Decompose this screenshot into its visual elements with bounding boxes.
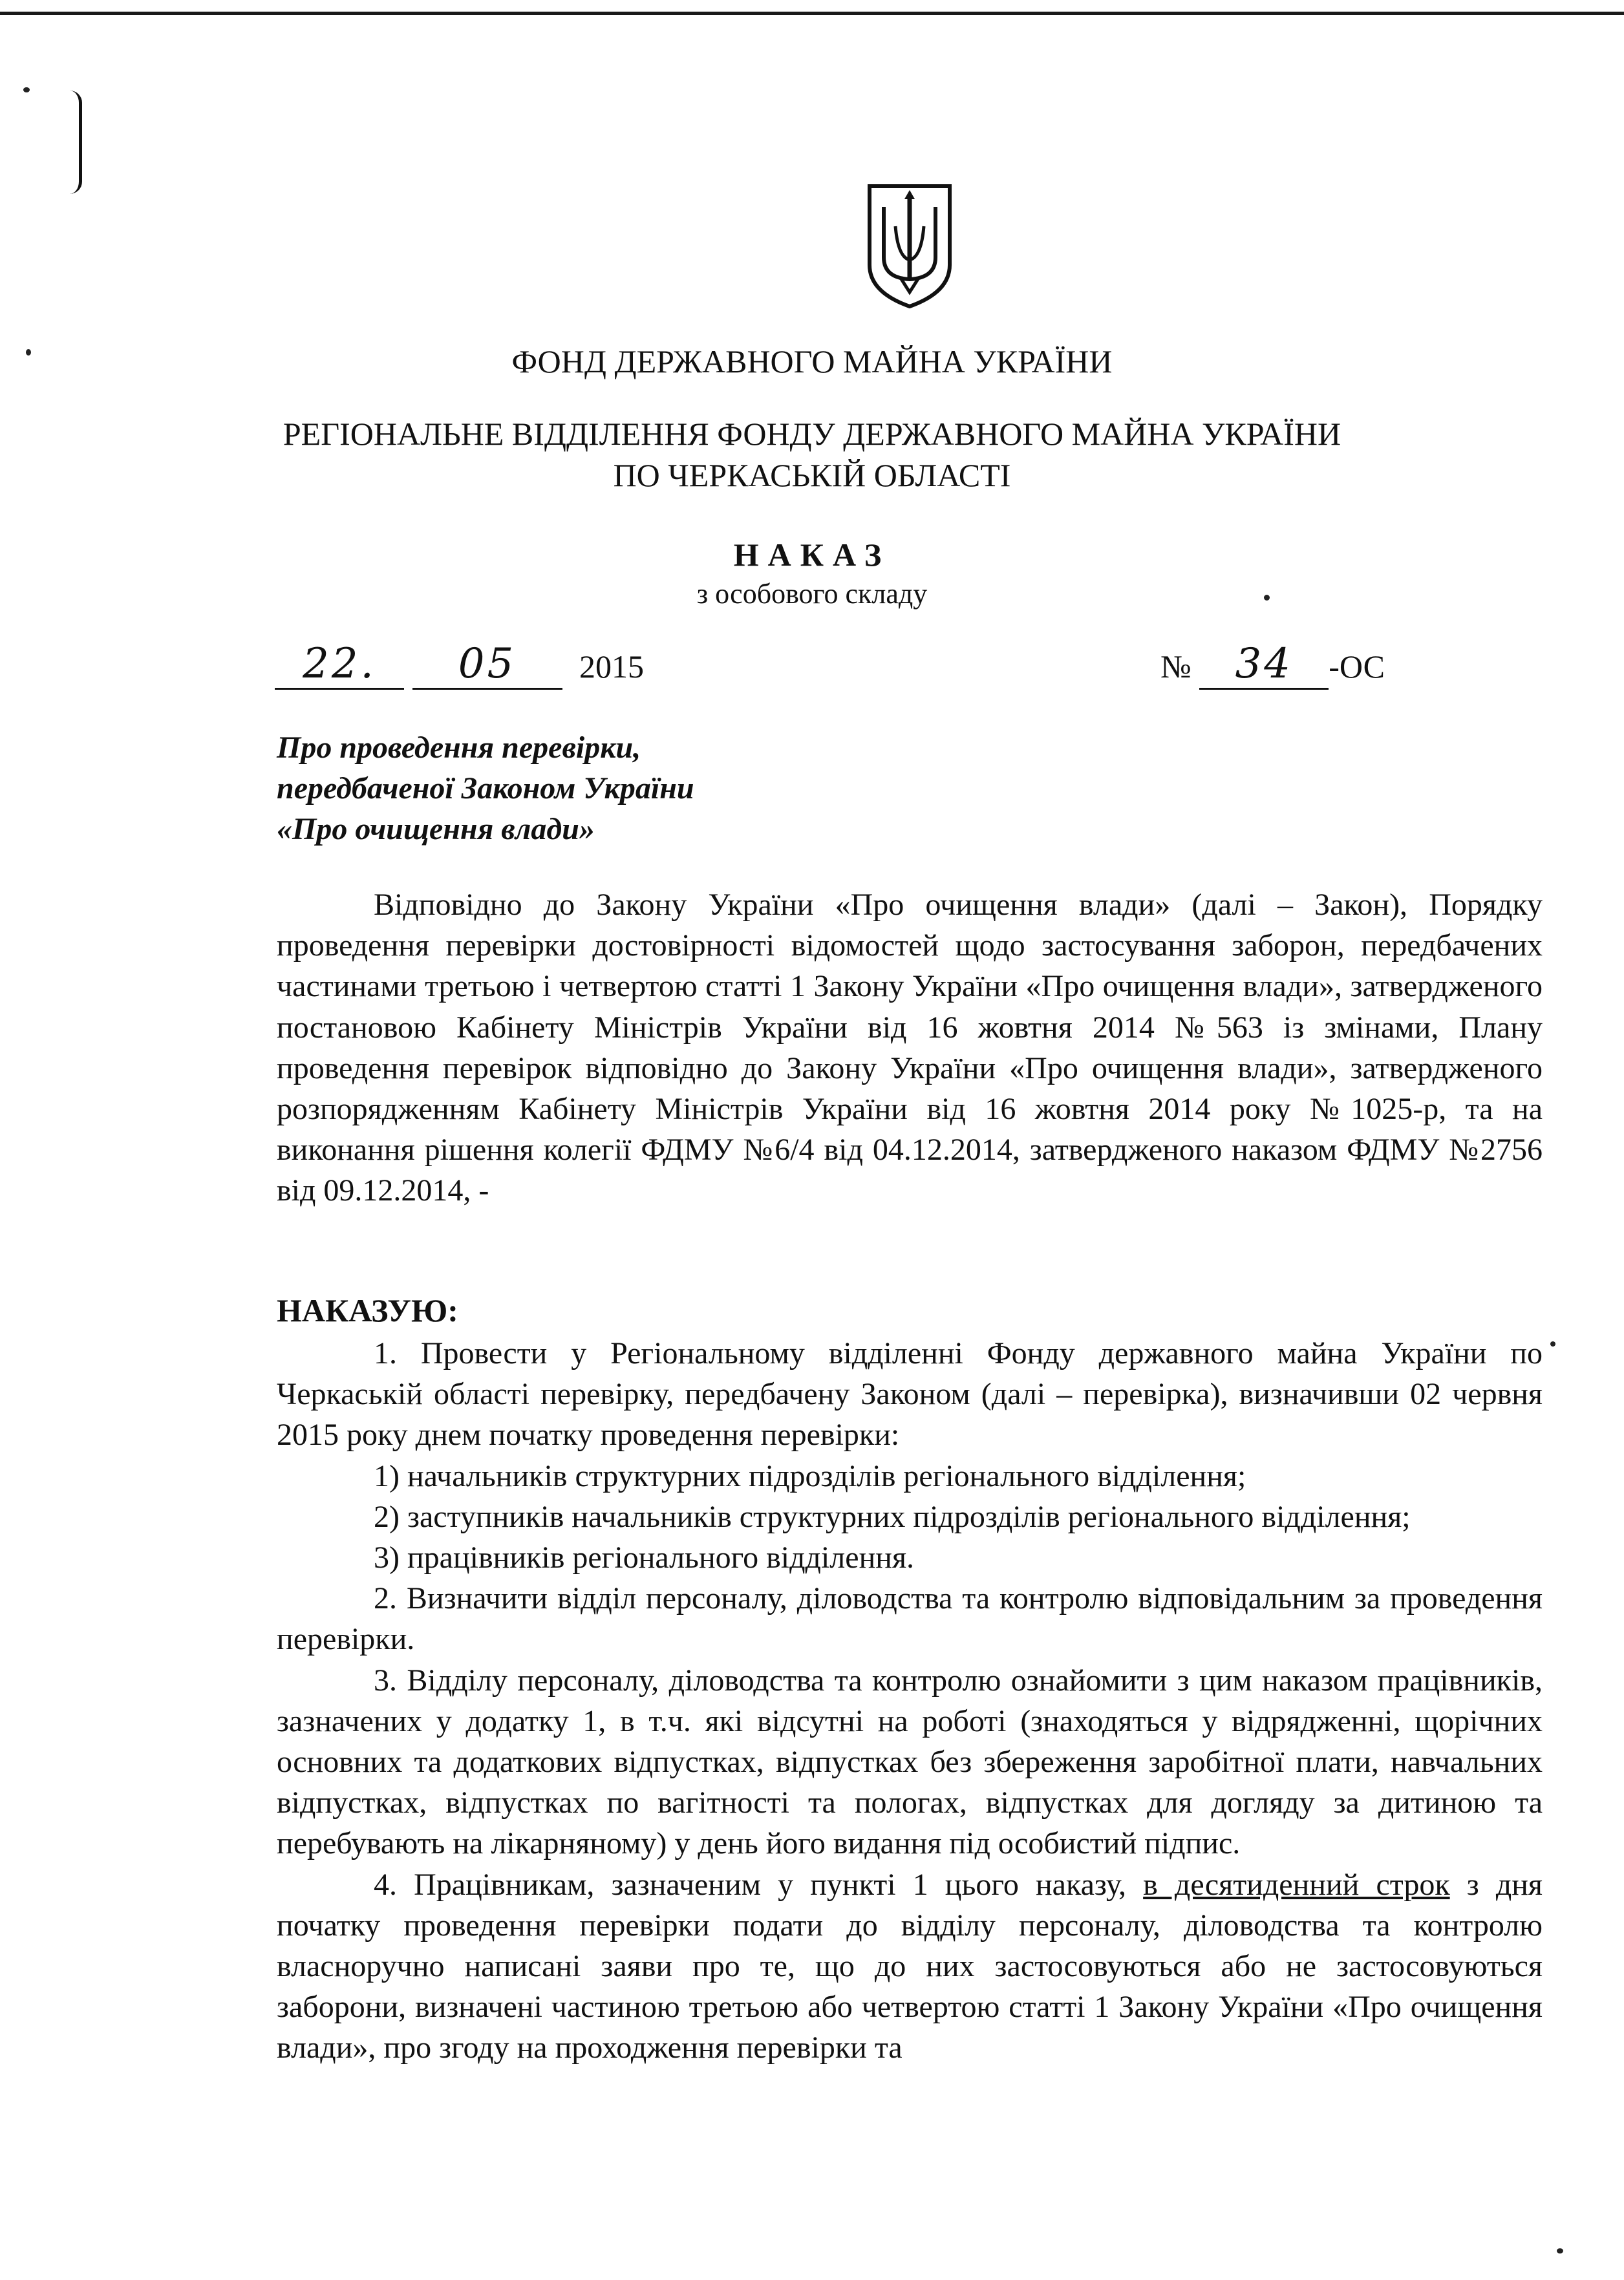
date-year: 2015 <box>579 648 644 685</box>
order-word: НАКАЗУЮ: <box>277 1292 458 1328</box>
item-4-rest: з дня початку проведення перевірки подати до відділу персоналу, діловодства та контролю власноручно написані заяви про те, що до них застосовуються або не застосовуються заборони, визначені частиною третьою або четвертою статті 1 Закону України «Про очищення влади», про згоду на проходження перевірки та <box>277 1867 1543 2065</box>
number-value: 34 <box>1199 640 1329 690</box>
subject-line: передбаченої Законом України <box>277 771 694 805</box>
preamble-text: Відповідно до Закону України «Про очищення влади» (далі – Закон), Порядку проведення перевірки достовірності відомостей щодо застосування заборон, передбачених частинами третьою і четвертою статті 1 Закону України «Про очищення влади», затвердженого постановою Кабінету Міністрів України від 16 жовтня 2014 №563 із змінами, Плану проведення перевірок відповідно до Закону України «Про очищення влади», затвердженого розпорядженням Кабінету Міністрів України від 16 жовтня 2014 року №1025-р, та на виконання рішення колегії ФДМУ №6/4 від 04.12.2014, затвердженого наказом ФДМУ №2756 від 09.12.2014, - <box>277 888 1543 1208</box>
item-1-2: 2) заступників начальників структурних підрозділів регіонального відділення; <box>374 1499 1411 1534</box>
subject-line: Про проведення перевірки, <box>277 730 641 765</box>
subject-line: «Про очищення влади» <box>277 812 595 846</box>
item-1: 1. Провести у Регіональному відділенні Фонду державного майна України по Черкаській області перевірку, передбачену Законом (далі – перевірка), визначивши 02 червня 2015 року днем початку проведення перевірки: <box>277 1336 1543 1453</box>
number-prefix: № <box>1160 648 1191 685</box>
scan-border-top <box>0 12 1624 15</box>
item-4-start: 4. Працівникам, зазначеним у пункті 1 цього наказу, <box>374 1867 1144 1902</box>
document-subtype: з особового складу <box>696 578 928 610</box>
preamble <box>277 884 1543 1211</box>
scan-speck <box>1550 1341 1555 1347</box>
order-items <box>277 1333 1543 2069</box>
date-day: 22. <box>275 640 404 690</box>
branch-name-line2: ПО ЧЕРКАСЬКІЙ ОБЛАСТІ <box>613 457 1011 493</box>
item-3: 3. Відділу персоналу, діловодства та контролю ознайомити з цим наказом працівників, зазначених у додатку 1, в т.ч. які відсутні на роботі (знаходяться у відрядженні, щорічних основних та додаткових відпустках, відпустках без збереження заробітної плати, навчальних відпустках, відпустках по вагітності та пологах, відпустках для догляду за дитиною та перебувають на лікарняному) у день його видання під особистий підпис. <box>277 1663 1543 1861</box>
scan-speck <box>1557 2248 1563 2253</box>
number-suffix: -ОС <box>1329 648 1385 685</box>
date-month: 05 <box>412 640 562 690</box>
scan-speck <box>23 87 30 92</box>
item-1-3: 3) працівників регіонального відділення. <box>374 1540 915 1575</box>
order-number <box>1160 640 1385 690</box>
item-2: 2. Визначити відділ персоналу, діловодства та контролю відповідальним за проведення перевірки. <box>277 1581 1543 1657</box>
tryzub-coat-of-arms-icon <box>864 181 955 310</box>
item-4 <box>277 1864 1543 2069</box>
binding-bracket-mark <box>70 91 82 194</box>
document-type: НАКАЗ <box>733 537 891 573</box>
branch-name-line1: РЕГІОНАЛЬНЕ ВІДДІЛЕННЯ ФОНДУ ДЕРЖАВНОГО МАЙНА УКРАЇНИ <box>283 416 1341 452</box>
order-subject <box>277 727 694 849</box>
item-1-1: 1) начальників структурних підрозділів регіонального відділення; <box>374 1458 1246 1493</box>
org-name: ФОНД ДЕРЖАВНОГО МАЙНА УКРАЇНИ <box>511 343 1113 379</box>
order-date <box>275 640 644 690</box>
item-4-deadline: в десятиденний строк <box>1143 1867 1450 1902</box>
